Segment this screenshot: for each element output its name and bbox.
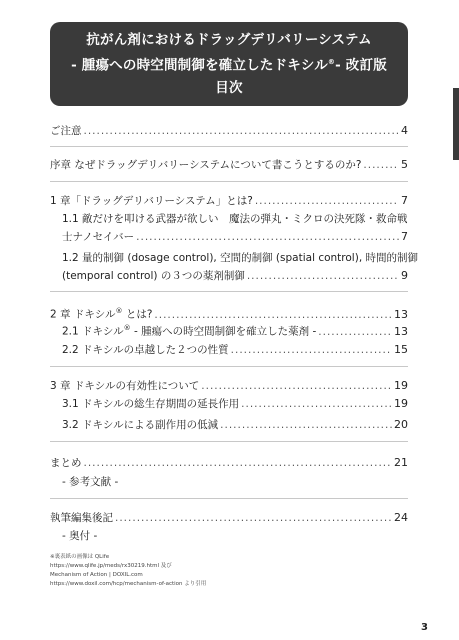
toc-entry-intro[interactable]: 序章 なぜドラッグデリバリーシステムについて書こうとするのか? ..... 5 [50, 158, 408, 172]
title-banner [50, 22, 408, 106]
toc-entry-notice[interactable]: ご注意 ..... 4 [50, 124, 408, 138]
toc-entry-1-2-line1[interactable]: 1.2 量的制御 (dosage control), 空間的制御 (spatial control), 時間的制御 [62, 252, 418, 264]
toc-entry-3-1[interactable]: 3.1 ドキシルの総生存期間の延長作用 ..... 19 [62, 397, 408, 411]
registered-mark: ® [327, 58, 336, 67]
registered-mark: ® [115, 307, 123, 315]
toc-entry-2-2[interactable]: 2.2 ドキシルの卓越した２つの性質 ..... 15 [62, 343, 408, 357]
footnote-line: https://www.doxil.com/hcp/mechanism-of-action より引用 [50, 581, 207, 587]
toc-entry-summary[interactable]: まとめ ..... 21 [50, 456, 408, 470]
toc-entry-chapter-2[interactable]: 2 章 ドキシル® とは? ..... 13 [50, 304, 408, 322]
toc-entry-1-2[interactable]: (temporal control) の３つの薬剤制御 ..... 9 [62, 269, 408, 283]
page-number: 3 [421, 622, 428, 633]
toc-entry-1-1[interactable]: 士ナノセイバー ..... 7 [62, 230, 408, 244]
divider [50, 291, 408, 292]
divider [50, 366, 408, 367]
footnote-line: Mechanism of Action | DOXIL.com [50, 572, 143, 578]
title-line-2 [71, 51, 387, 77]
side-index-tab [453, 88, 459, 160]
toc-entry-colophon[interactable]: - 奥付 - [62, 530, 98, 542]
title-line-2-main: - 腫瘍への時空間制御を確立したドキシル [71, 57, 328, 74]
toc-entry-2-1[interactable]: 2.1 ドキシル® - 腫瘍への時空間制御を確立した薬剤 - ..... 13 [62, 321, 408, 339]
toc-heading: 目次 [215, 79, 243, 96]
title-line-1: 抗がん剤におけるドラッグデリバリーシステム [86, 32, 372, 49]
footnote-line: https://www.qlife.jp/meds/rx30219.html 及び [50, 563, 172, 569]
title-line-2-suffix: - 改訂版 [335, 57, 387, 74]
divider [50, 181, 408, 182]
divider [50, 498, 408, 499]
divider [50, 441, 408, 442]
toc-entry-1-1-line1[interactable]: 1.1 敵だけを叩ける武器が欲しい 魔法の弾丸・ミクロの決死隊・救命戦 [62, 213, 408, 225]
toc-entry-chapter-3[interactable]: 3 章 ドキシルの有効性について ..... 19 [50, 379, 408, 393]
toc-entry-3-2[interactable]: 3.2 ドキシルによる副作用の低減 ..... 20 [62, 418, 408, 432]
divider [50, 146, 408, 147]
footnote-line: ※裏表紙の画像は QLife [50, 554, 110, 560]
toc-entry-chapter-1[interactable]: 1 章「ドラッグデリバリーシステム」とは? ..... 7 [50, 194, 408, 208]
registered-mark: ® [123, 324, 131, 332]
toc-entry-references[interactable]: - 参考文献 - [62, 476, 119, 488]
toc-entry-afterword[interactable]: 執筆編集後記 ..... 24 [50, 511, 408, 525]
